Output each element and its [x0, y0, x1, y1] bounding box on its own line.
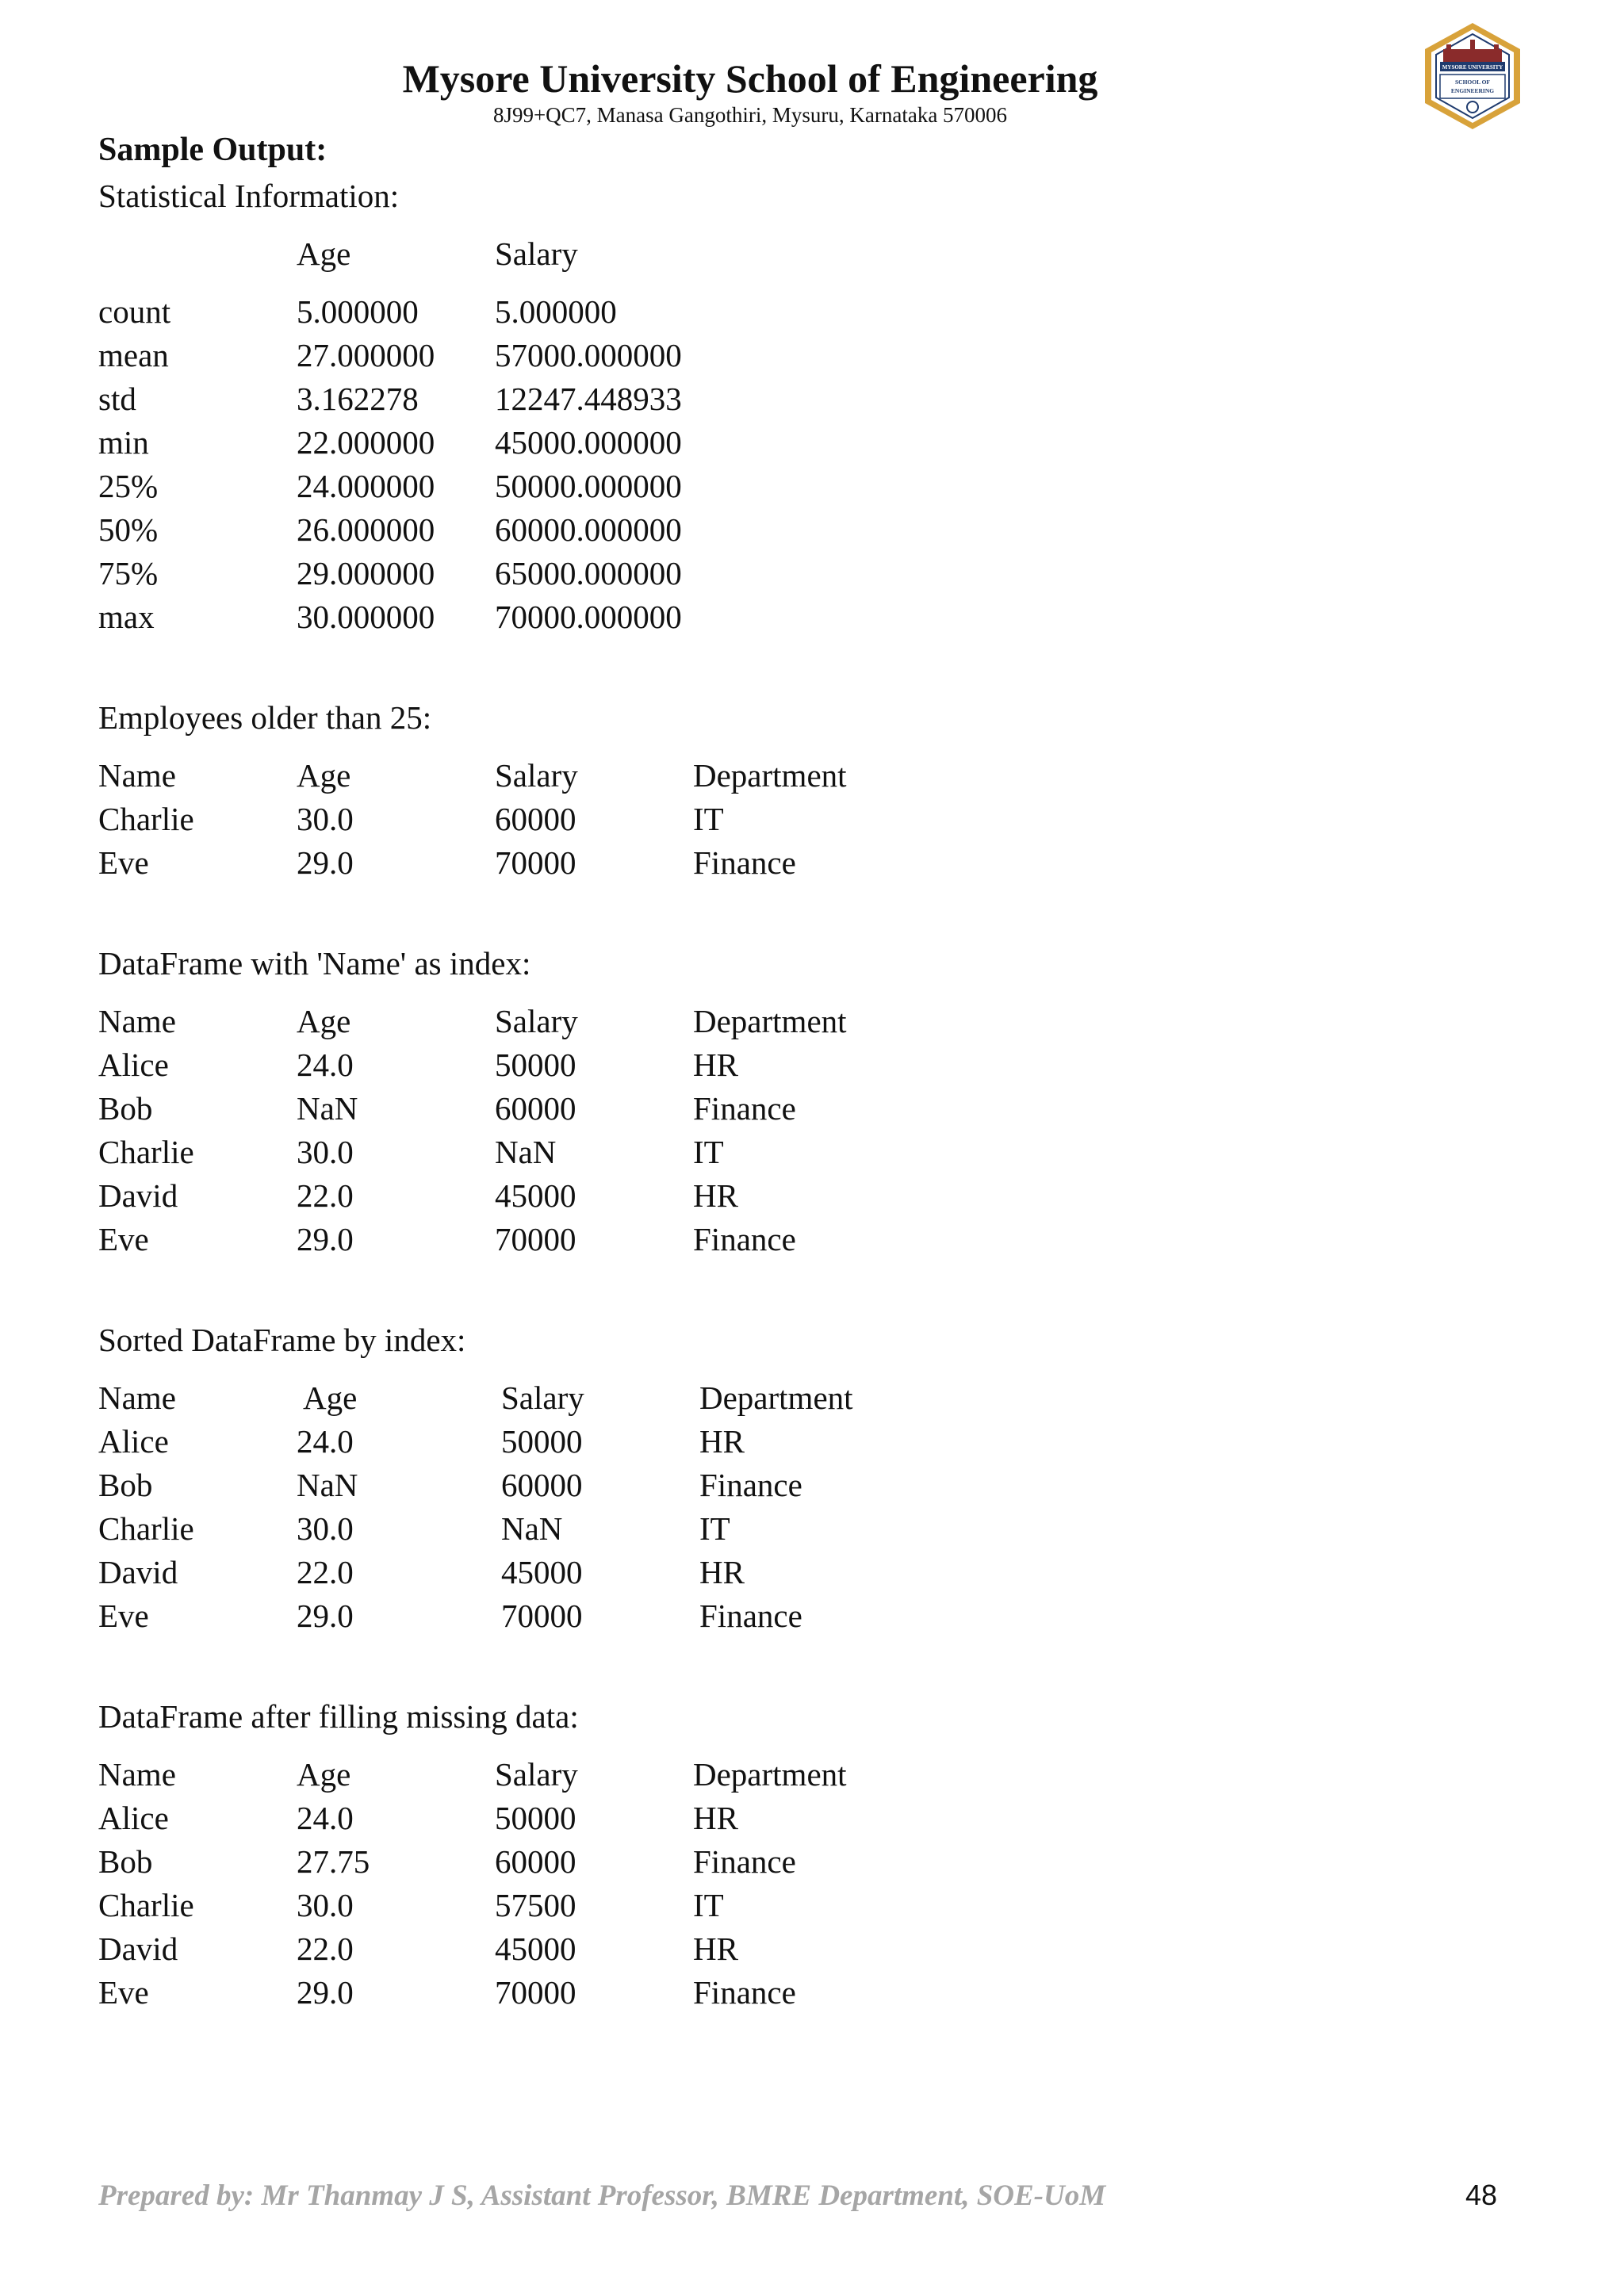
table-cell: 30.0 [297, 1510, 354, 1547]
table-cell: Alice [98, 1800, 169, 1836]
column-header: Name [98, 757, 176, 794]
column-header: Name [98, 1756, 176, 1793]
table-cell: 45000 [495, 1177, 576, 1214]
column-header: Salary [501, 1380, 584, 1416]
table-cell: Finance [699, 1467, 802, 1503]
table-cell: NaN [501, 1510, 563, 1547]
table-cell: HR [693, 1800, 738, 1836]
table-cell: 50000.000000 [495, 468, 682, 504]
table-cell: 29.0 [297, 1598, 354, 1634]
table-cell: Charlie [98, 1510, 194, 1547]
table-row [98, 841, 931, 885]
table-row [98, 377, 693, 421]
table-cell: 3.162278 [297, 381, 419, 417]
column-header: Salary [495, 757, 578, 794]
indexed-caption: DataFrame with 'Name' as index: [98, 945, 531, 982]
table-cell: NaN [297, 1090, 358, 1127]
table-cell: Finance [693, 844, 796, 881]
table-cell: Finance [699, 1598, 802, 1634]
table-cell: Charlie [98, 1887, 194, 1923]
table-cell: HR [693, 1931, 738, 1967]
table-cell: 45000.000000 [495, 424, 682, 461]
table-cell: Eve [98, 844, 149, 881]
table-cell: Finance [693, 1090, 796, 1127]
table-cell: HR [699, 1554, 745, 1590]
table-cell: Eve [98, 1598, 149, 1634]
table-cell: 12247.448933 [495, 381, 682, 417]
document-body [98, 125, 1367, 2015]
table-cell: Charlie [98, 801, 194, 837]
table-cell: 27.75 [297, 1843, 370, 1880]
table-cell: 45000 [501, 1554, 583, 1590]
table-row [98, 1131, 931, 1174]
table-cell: IT [693, 801, 724, 837]
column-header: Department [699, 1380, 853, 1416]
table-cell: 22.0 [297, 1177, 354, 1214]
table-cell: 65000.000000 [495, 555, 682, 591]
table-row [98, 465, 693, 508]
column-header: Age [297, 1756, 351, 1793]
column-header: Department [693, 1003, 847, 1039]
table-row [98, 1218, 931, 1261]
table-cell: 29.0 [297, 844, 354, 881]
logo-line-2: SCHOOL OF [1455, 78, 1490, 86]
table-cell: 45000 [495, 1931, 576, 1967]
table-cell: 24.000000 [297, 468, 435, 504]
table-header-row [98, 232, 693, 276]
column-header: Salary [495, 1003, 578, 1039]
table-header-row [98, 754, 931, 798]
university-crest-logo [1419, 21, 1526, 132]
table-cell: Alice [98, 1047, 169, 1083]
column-header [98, 232, 297, 276]
table-cell: count [98, 293, 171, 330]
stats-table [98, 232, 693, 639]
column-header: Department [693, 757, 847, 794]
table-row [98, 1420, 937, 1464]
table-cell: min [98, 424, 149, 461]
sorted-caption: Sorted DataFrame by index: [98, 1322, 466, 1358]
table-cell: 30.0 [297, 1887, 354, 1923]
table-cell: 60000 [495, 801, 576, 837]
logo-line-3: ENGINEERING [1450, 87, 1495, 94]
table-cell: NaN [495, 1134, 557, 1170]
table-row [98, 1043, 931, 1087]
footer-prepared-by: Prepared by: Mr Thanmay J S, Assistant Professor, BMRE Department, SOE-UoM [98, 2179, 1106, 2212]
table-row [98, 1797, 931, 1840]
older-caption: Employees older than 25: [98, 699, 432, 736]
table-cell: 57000.000000 [495, 337, 682, 373]
table-row [98, 508, 693, 552]
table-row [98, 1507, 937, 1551]
table-header-row [98, 1753, 931, 1797]
table-cell: 24.0 [297, 1800, 354, 1836]
column-header: Age [297, 235, 351, 272]
table-cell: 60000 [495, 1843, 576, 1880]
table-header-row [98, 1000, 931, 1043]
table-row [98, 1927, 931, 1971]
table-row [98, 1884, 931, 1927]
table-row [98, 1971, 931, 2015]
table-cell: 50000 [495, 1800, 576, 1836]
table-row [98, 1174, 931, 1218]
table-cell: 70000 [495, 844, 576, 881]
table-cell: HR [693, 1047, 738, 1083]
table-cell: 75% [98, 555, 159, 591]
institution-address: 8J99+QC7, Manasa Gangothiri, Mysuru, Karnataka 570006 [492, 103, 1008, 127]
table-cell: David [98, 1554, 178, 1590]
table-cell: Alice [98, 1423, 169, 1460]
table-cell: Eve [98, 1974, 149, 2011]
table-cell: 50000 [501, 1423, 583, 1460]
table-row [98, 290, 693, 334]
filled-table [98, 1753, 931, 2015]
table-cell: 57500 [495, 1887, 576, 1923]
logo-line-1: MYSORE UNIVERSITY [1442, 64, 1503, 71]
table-cell: 50000 [495, 1047, 576, 1083]
table-row [98, 552, 693, 595]
table-row [98, 1087, 931, 1131]
table-cell: 70000 [501, 1598, 583, 1634]
table-cell: std [98, 381, 136, 417]
table-row [98, 798, 931, 841]
column-header: Age [297, 1003, 351, 1039]
column-header: Salary [495, 235, 578, 272]
table-cell: IT [693, 1887, 724, 1923]
table-cell: 24.0 [297, 1423, 354, 1460]
table-cell: 60000.000000 [495, 511, 682, 548]
table-row [98, 1840, 931, 1884]
table-cell: HR [693, 1177, 738, 1214]
table-row [98, 334, 693, 377]
table-cell: 29.000000 [297, 555, 435, 591]
table-cell: HR [699, 1423, 745, 1460]
table-cell: Bob [98, 1843, 153, 1880]
table-row [98, 595, 693, 639]
sorted-table [98, 1376, 937, 1638]
table-cell: IT [693, 1134, 724, 1170]
table-cell: 29.0 [297, 1221, 354, 1257]
column-header: Age [303, 1380, 358, 1416]
table-cell: 24.0 [297, 1047, 354, 1083]
table-cell: 22.0 [297, 1931, 354, 1967]
table-cell: 70000 [495, 1974, 576, 2011]
table-cell: 30.000000 [297, 599, 435, 635]
table-cell: 5.000000 [297, 293, 419, 330]
institution-title: Mysore University School of Engineering [402, 56, 1098, 101]
column-header: Age [297, 757, 351, 794]
table-cell: 22.0 [297, 1554, 354, 1590]
table-cell: Finance [693, 1974, 796, 2011]
table-cell: Eve [98, 1221, 149, 1257]
table-cell: max [98, 599, 155, 635]
column-header: Name [98, 1003, 176, 1039]
indexed-table [98, 1000, 931, 1261]
column-header: Name [98, 1380, 176, 1416]
table-cell: Finance [693, 1221, 796, 1257]
table-cell: Finance [693, 1843, 796, 1880]
stats-caption: Statistical Information: [98, 178, 400, 214]
table-cell: 70000.000000 [495, 599, 682, 635]
sample-output-heading: Sample Output: [98, 132, 327, 168]
table-row [98, 1551, 937, 1594]
table-cell: 60000 [501, 1467, 583, 1503]
filled-caption: DataFrame after filling missing data: [98, 1698, 579, 1735]
table-cell: Charlie [98, 1134, 194, 1170]
column-header: Salary [495, 1756, 578, 1793]
table-cell: 30.0 [297, 1134, 354, 1170]
table-cell: 50% [98, 511, 159, 548]
table-cell: NaN [297, 1467, 358, 1503]
table-cell: 29.0 [297, 1974, 354, 2011]
table-cell: mean [98, 337, 169, 373]
table-header-row [98, 1376, 937, 1420]
table-cell: 70000 [495, 1221, 576, 1257]
table-cell: Bob [98, 1090, 153, 1127]
table-cell: 26.000000 [297, 511, 435, 548]
table-cell: 27.000000 [297, 337, 435, 373]
table-cell: David [98, 1931, 178, 1967]
table-cell: 25% [98, 468, 159, 504]
table-row [98, 421, 693, 465]
table-cell: 30.0 [297, 801, 354, 837]
table-cell: IT [699, 1510, 730, 1547]
column-header: Department [693, 1756, 847, 1793]
table-cell: 60000 [495, 1090, 576, 1127]
table-cell: David [98, 1177, 178, 1214]
table-cell: 22.000000 [297, 424, 435, 461]
page-number: 48 [1465, 2179, 1498, 2211]
table-cell: Bob [98, 1467, 153, 1503]
table-cell: 5.000000 [495, 293, 617, 330]
table-row [98, 1594, 937, 1638]
table-row [98, 1464, 937, 1507]
older-table [98, 754, 931, 885]
